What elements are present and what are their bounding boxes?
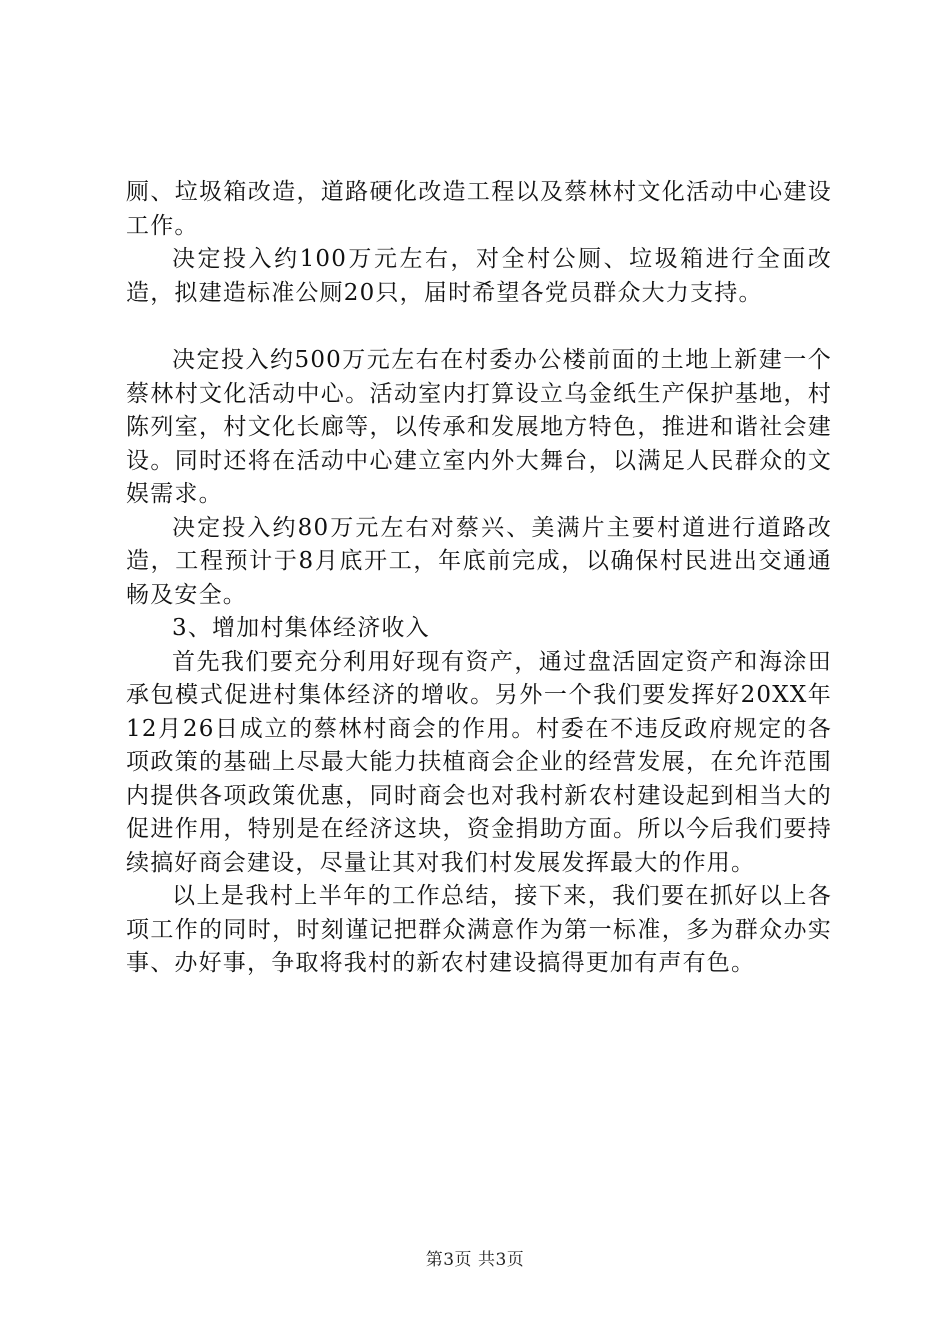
paragraph-culture-center: 决定投入约500万元左右在村委办公楼前面的土地上新建一个蔡林村文化活动中心。活动室内打算设立乌金纸生产保护基地，村陈列室，村文化长廊等，以传承和发展地方特色，推进和谐社会建设。同时还将在活动中心建立室内外大舞台，以满足人民群众的文娱需求。 <box>126 347 832 507</box>
paragraph-continuation: 厕、垃圾箱改造，道路硬化改造工程以及蔡林村文化活动中心建设工作。 <box>126 179 832 239</box>
paragraph-toilet-renovation: 决定投入约100万元左右，对全村公厕、垃圾箱进行全面改造，拟建造标准公厕20只，届时希望各党员群众大力支持。 <box>126 246 832 306</box>
page-footer <box>0 1245 950 1270</box>
paragraph-spacer <box>126 310 832 344</box>
document-body <box>126 176 832 981</box>
paragraph-road-renovation: 决定投入约80万元左右对蔡兴、美满片主要村道进行道路改造，工程预计于8月底开工，年底前完成，以确保村民进出交通通畅及安全。 <box>126 514 832 608</box>
paragraph-conclusion: 以上是我村上半年的工作总结，接下来，我们要在抓好以上各项工作的同时，时刻谨记把群众满意作为第一标准，多为群众办实事、办好事，争取将我村的新农村建设搞得更加有声有色。 <box>126 883 832 976</box>
paragraph-collective-economy: 首先我们要充分利用好现有资产，通过盘活固定资产和海涂田承包模式促进村集体经济的增收。另外一个我们要发挥好20XX年12月26日成立的蔡林村商会的作用。村委在不违反政府规定的各项政策的基础上尽最大能力扶植商会企业的经营发展，在允许范围内提供各项政策优惠，同时商会也对我村新农村建设起到相当大的促进作用，特别是在经济这块，资金捐助方面。所以今后我们要持续搞好商会建设，尽量让其对我们村发展发挥最大的作用。 <box>126 648 832 876</box>
page-number: 第3页 共3页 <box>425 1250 525 1270</box>
section-heading-collective-income: 3、增加村集体经济收入 <box>172 615 430 641</box>
